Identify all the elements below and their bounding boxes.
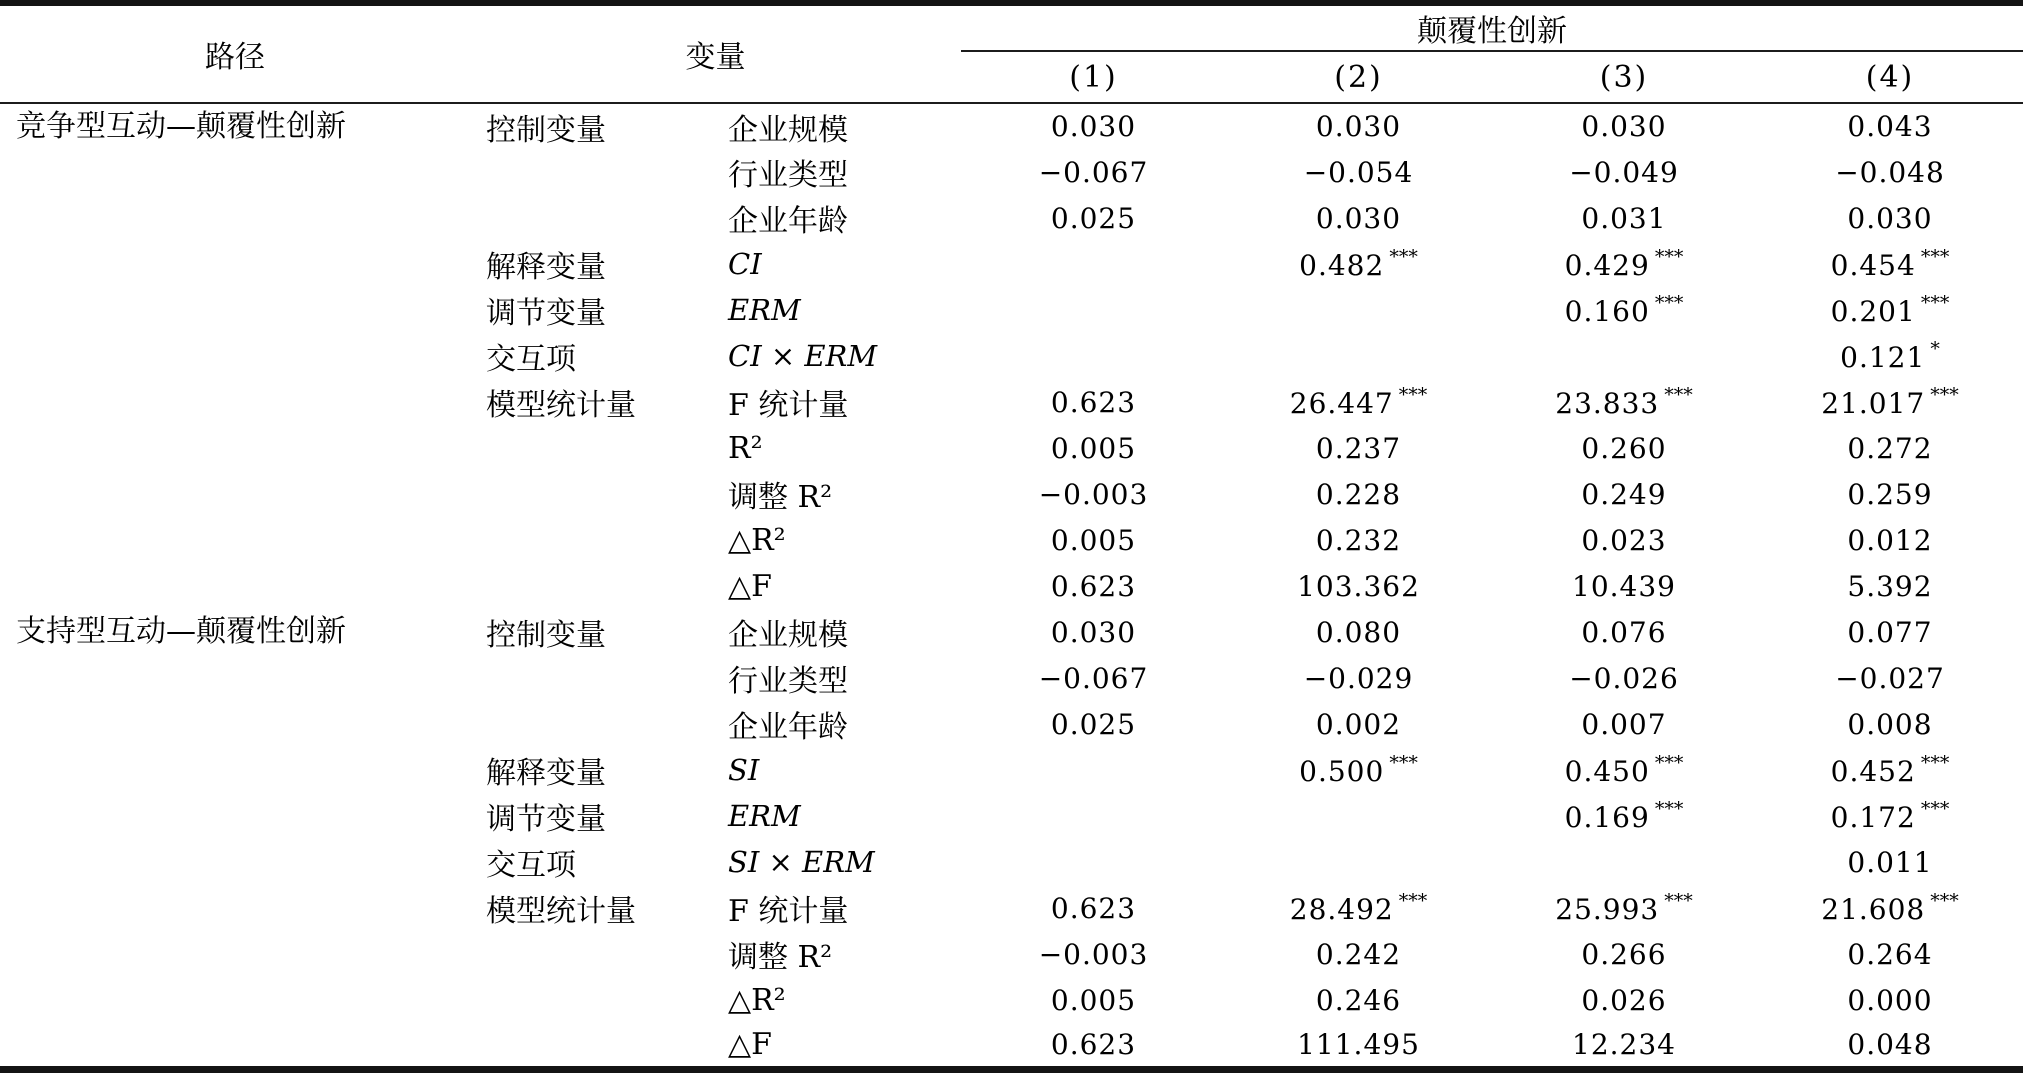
value-cell: 0.008 xyxy=(1847,707,1933,741)
category-cell xyxy=(470,195,712,241)
value-cell: 0.623 xyxy=(1050,569,1137,603)
value-cell: 0.012 xyxy=(1847,523,1933,557)
significance-stars: *** xyxy=(1398,384,1428,406)
value-cell: −0.067 xyxy=(1038,661,1149,695)
table-row xyxy=(0,103,2023,149)
variable-cell: 企业规模 xyxy=(728,618,848,653)
value-cell: 0.048 xyxy=(1847,1027,1933,1061)
variable-cell: 企业规模 xyxy=(728,112,848,148)
coefficient-value: 0.121 xyxy=(1840,341,1926,374)
coefficient-value: 0.454 xyxy=(1830,249,1916,282)
value-cell xyxy=(961,333,1226,379)
value-cell: 0.242 xyxy=(1315,937,1402,971)
category-cell: 控制变量 xyxy=(486,112,606,148)
value-cell: −0.027 xyxy=(1835,661,1945,695)
value-cell xyxy=(1226,379,1491,425)
significance-stars: *** xyxy=(1654,798,1684,820)
category-cell: 解释变量 xyxy=(486,250,606,285)
path-cell: 支持型互动—颠覆性创新 xyxy=(16,614,346,649)
variable-symbol: ERM xyxy=(728,798,801,833)
category-cell xyxy=(470,471,712,517)
value-cell xyxy=(1226,793,1491,839)
value-cell xyxy=(1226,241,1491,287)
category-cell: 调节变量 xyxy=(486,802,606,837)
value-cell: 103.362 xyxy=(1297,569,1420,603)
coefficient-value: 0.429 xyxy=(1564,249,1650,282)
coefficient-value: 25.993 xyxy=(1555,893,1660,926)
value-cell: −0.049 xyxy=(1569,155,1679,189)
value-cell: 0.030 xyxy=(1847,201,1933,235)
significance-stars: *** xyxy=(1930,890,1959,912)
category-cell: 交互项 xyxy=(486,848,576,883)
coefficient-value: 0.450 xyxy=(1564,755,1650,788)
coefficient-value: 0.169 xyxy=(1564,801,1650,834)
significance-stars: *** xyxy=(1389,752,1418,774)
coefficient-value: 21.017 xyxy=(1821,387,1926,420)
variable-cell: F 统计量 xyxy=(728,894,849,929)
table-header xyxy=(0,3,2023,103)
value-cell: 0.076 xyxy=(1581,615,1667,649)
value-cell: 0.232 xyxy=(1315,523,1402,557)
value-cell xyxy=(1491,793,1757,839)
variable-cell xyxy=(712,793,961,839)
significance-stars: *** xyxy=(1664,384,1693,406)
value-cell xyxy=(1757,333,2023,379)
value-cell xyxy=(1757,241,2023,287)
value-cell: 0.259 xyxy=(1847,477,1933,511)
significance-stars: *** xyxy=(1920,752,1950,774)
value-cell: 0.007 xyxy=(1581,707,1667,741)
variable-symbol: SI × ERM xyxy=(728,844,875,879)
value-cell: 0.077 xyxy=(1847,615,1933,649)
value-cell xyxy=(1491,287,1757,333)
category-cell xyxy=(470,563,712,609)
category-cell xyxy=(470,701,712,747)
header-row-group xyxy=(0,3,2023,51)
significance-stars: *** xyxy=(1389,246,1418,268)
category-cell: 模型统计量 xyxy=(486,894,636,929)
significance-stars: *** xyxy=(1920,292,1950,314)
coefficient-value: 0.201 xyxy=(1830,295,1916,328)
variable-symbol: CI xyxy=(728,246,762,281)
category-cell: 模型统计量 xyxy=(486,388,636,423)
coefficient-value: 28.492 xyxy=(1289,893,1394,926)
column-header-path: 路径 xyxy=(0,3,470,103)
value-cell: 0.005 xyxy=(1050,983,1137,1017)
variable-cell: △R² xyxy=(728,522,786,558)
value-cell xyxy=(961,839,1226,885)
value-cell xyxy=(1757,379,2023,425)
value-cell: −0.048 xyxy=(1835,155,1945,189)
value-cell: −0.067 xyxy=(1038,155,1149,189)
variable-cell: △R² xyxy=(728,982,786,1018)
column-header-model: (1) xyxy=(961,51,1226,103)
value-cell xyxy=(961,241,1226,287)
value-cell xyxy=(1491,839,1757,885)
value-cell: 0.025 xyxy=(1050,707,1137,741)
value-cell xyxy=(961,793,1226,839)
value-cell xyxy=(1226,839,1491,885)
category-cell xyxy=(470,655,712,701)
value-cell: 0.026 xyxy=(1581,983,1667,1017)
category-cell xyxy=(470,977,712,1023)
category-cell xyxy=(470,149,712,195)
value-cell xyxy=(1757,287,2023,333)
variable-cell xyxy=(712,839,961,885)
value-cell: 0.228 xyxy=(1315,477,1402,511)
variable-cell: F 统计量 xyxy=(728,388,849,423)
value-cell: 0.264 xyxy=(1847,937,1933,971)
column-header-variable: 变量 xyxy=(470,3,961,103)
significance-stars: *** xyxy=(1920,246,1950,268)
category-cell: 调节变量 xyxy=(486,296,606,331)
value-cell xyxy=(1491,379,1757,425)
significance-stars: *** xyxy=(1654,752,1684,774)
variable-cell: 调整 R² xyxy=(728,480,833,515)
variable-cell: △F xyxy=(728,1026,772,1062)
value-cell: −0.054 xyxy=(1303,155,1414,189)
value-cell xyxy=(1226,885,1491,931)
value-cell xyxy=(1757,885,2023,931)
value-cell: 0.023 xyxy=(1581,523,1667,557)
significance-stars: * xyxy=(1930,338,1940,360)
category-cell xyxy=(470,517,712,563)
value-cell: 0.260 xyxy=(1581,431,1667,465)
value-cell xyxy=(1757,747,2023,793)
value-cell xyxy=(1226,333,1491,379)
value-cell: 0.030 xyxy=(1315,110,1402,143)
coefficient-value: 23.833 xyxy=(1555,387,1660,420)
table-body xyxy=(0,103,2023,1069)
value-cell: 0.005 xyxy=(1050,431,1137,465)
variable-cell: 企业年龄 xyxy=(728,204,848,239)
value-cell: 0.043 xyxy=(1847,110,1933,143)
value-cell xyxy=(1491,885,1757,931)
significance-stars: *** xyxy=(1930,384,1959,406)
variable-symbol: ERM xyxy=(728,292,801,327)
value-cell: 0.272 xyxy=(1847,431,1933,465)
value-cell: −0.003 xyxy=(1038,937,1149,971)
significance-stars: *** xyxy=(1654,292,1684,314)
value-cell xyxy=(1226,747,1491,793)
category-cell xyxy=(470,425,712,471)
value-cell: −0.003 xyxy=(1038,477,1149,511)
path-cell: 竞争型互动—颠覆性创新 xyxy=(16,109,346,144)
value-cell: 0.623 xyxy=(1050,891,1137,925)
value-cell: 0.623 xyxy=(1050,385,1137,419)
value-cell: 0.030 xyxy=(1315,201,1402,235)
value-cell: 0.030 xyxy=(1581,110,1667,143)
coefficient-value: 0.452 xyxy=(1830,755,1916,788)
coefficient-value: 21.608 xyxy=(1821,893,1926,926)
value-cell: 0.031 xyxy=(1581,201,1667,235)
column-header-model: (2) xyxy=(1226,51,1491,103)
table-row xyxy=(0,609,2023,655)
variable-cell: 行业类型 xyxy=(728,664,848,699)
category-cell xyxy=(470,1023,712,1069)
category-cell: 解释变量 xyxy=(486,756,606,791)
value-cell: 0.623 xyxy=(1050,1027,1137,1061)
significance-stars: *** xyxy=(1664,890,1693,912)
column-header-group: 颠覆性创新 xyxy=(961,3,2023,51)
value-cell: 0.266 xyxy=(1581,937,1667,971)
value-cell: 0.025 xyxy=(1050,201,1137,235)
value-cell: 0.030 xyxy=(1050,110,1137,143)
category-cell: 交互项 xyxy=(486,342,576,377)
variable-cell: R² xyxy=(728,430,763,466)
variable-cell xyxy=(712,747,961,793)
value-cell: 0.005 xyxy=(1050,523,1137,557)
value-cell xyxy=(1226,287,1491,333)
value-cell: −0.029 xyxy=(1303,661,1414,695)
value-cell: 0.030 xyxy=(1050,615,1137,649)
variable-cell: 企业年龄 xyxy=(728,710,848,745)
value-cell xyxy=(1491,747,1757,793)
value-cell: 0.249 xyxy=(1581,477,1667,511)
variable-cell: 调整 R² xyxy=(728,940,833,975)
value-cell: 0.237 xyxy=(1315,431,1402,465)
value-cell xyxy=(1491,333,1757,379)
coefficient-value: 26.447 xyxy=(1289,387,1394,420)
value-cell: 0.080 xyxy=(1315,615,1402,649)
coefficient-value: 0.482 xyxy=(1299,249,1385,282)
value-cell xyxy=(961,747,1226,793)
coefficient-value: 0.160 xyxy=(1564,295,1650,328)
variable-cell xyxy=(712,333,961,379)
value-cell: 10.439 xyxy=(1572,569,1676,603)
column-header-model: (3) xyxy=(1491,51,1757,103)
value-cell: 0.000 xyxy=(1847,983,1933,1017)
value-cell: 0.246 xyxy=(1315,983,1402,1017)
value-cell: 12.234 xyxy=(1572,1027,1676,1061)
value-cell xyxy=(961,287,1226,333)
column-header-model: (4) xyxy=(1757,51,2023,103)
variable-cell xyxy=(712,287,961,333)
value-cell: −0.026 xyxy=(1569,661,1679,695)
value-cell xyxy=(1491,241,1757,287)
value-cell: 111.495 xyxy=(1297,1027,1420,1061)
significance-stars: *** xyxy=(1398,890,1428,912)
value-cell: 0.011 xyxy=(1847,845,1933,879)
variable-cell: 行业类型 xyxy=(728,158,848,193)
variable-symbol: SI xyxy=(728,752,760,787)
category-cell: 控制变量 xyxy=(486,618,606,653)
coefficient-value: 0.500 xyxy=(1299,755,1385,788)
coefficient-value: 0.172 xyxy=(1830,801,1916,834)
variable-cell xyxy=(712,241,961,287)
category-cell xyxy=(470,931,712,977)
value-cell: 5.392 xyxy=(1847,569,1933,603)
value-cell xyxy=(1757,793,2023,839)
significance-stars: *** xyxy=(1654,246,1684,268)
significance-stars: *** xyxy=(1920,798,1950,820)
value-cell: 0.002 xyxy=(1315,707,1402,741)
variable-cell: △F xyxy=(728,568,772,604)
variable-symbol: CI × ERM xyxy=(728,338,878,373)
